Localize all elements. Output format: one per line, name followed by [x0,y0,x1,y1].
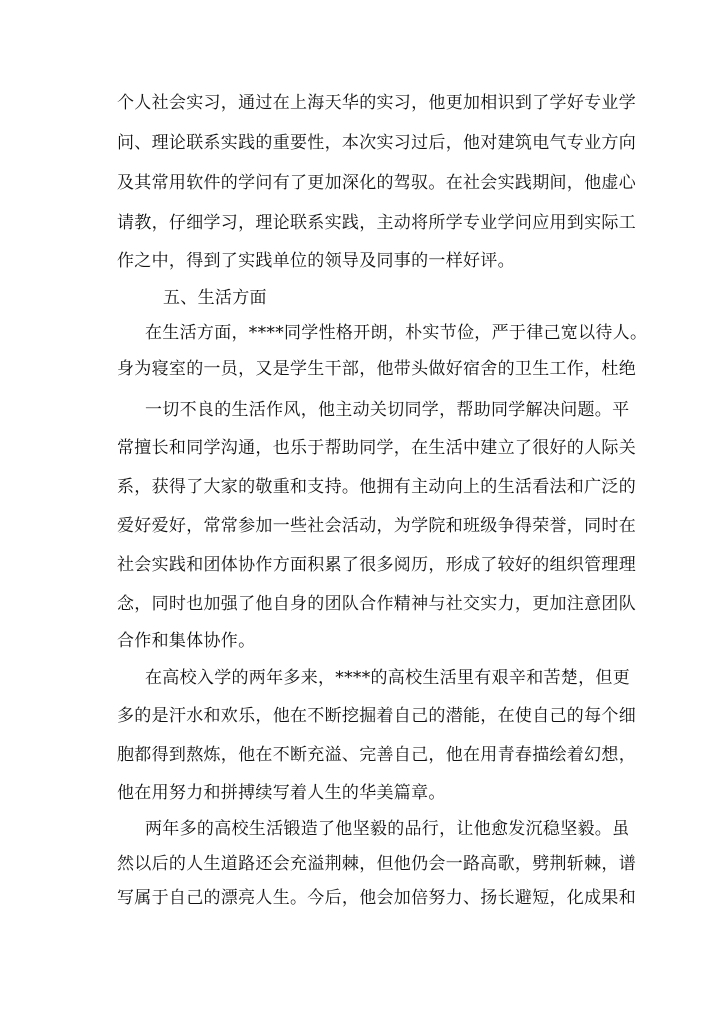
text-line: 一切不良的生活作风，他主动关切同学，帮助同学解决问题。平 [145,400,630,420]
text-line: 社会实践和团体协作方面积累了很多阅历，形成了较好的组织管理理 [117,555,636,575]
text-line: 爱好爱好，常常参加一些社会活动，为学院和班级争得荣誉，同时在 [117,516,636,536]
text-line: 合作和集体协作。 [117,631,256,651]
text-line: 作之中，得到了实践单位的领导及同事的一样好评。 [117,251,515,271]
section-heading: 五、生活方面 [163,288,267,308]
text-line: 常擅长和同学沟通，也乐于帮助同学，在生活中建立了很好的人际关 [117,438,636,458]
text-line: 多的是汗水和欢乐，他在不断挖掘着自己的潜能，在使自己的每个细 [117,706,636,726]
text-line: 身为寝室的一员，又是学生干部，他带头做好宿舍的卫生工作，杜绝 [117,359,636,379]
text-line: 写属于自己的漂亮人生。今后，他会加倍努力、扬长避短，化成果和 [117,888,636,908]
text-line: 在生活方面，****同学性格开朗，朴实节俭，严于律己宽以待人。 [145,323,648,343]
text-line: 问、理论联系实践的重要性，本次实习过后，他对建筑电气专业方向 [117,133,636,153]
text-line: 系，获得了大家的敬重和支持。他拥有主动向上的生活看法和广泛的 [117,477,636,497]
text-line: 念，同时也加强了他自身的团队合作精神与社交实力，更加注意团队 [117,594,636,614]
text-line: 两年多的高校生活锻造了他坚毅的品行，让他愈发沉稳坚毅。虽 [145,819,630,839]
text-line: 他在用努力和拼搏续写着人生的华美篇章。 [117,783,446,803]
text-line: 个人社会实习，通过在上海天华的实习，他更加相识到了学好专业学 [117,93,636,113]
text-line: 在高校入学的两年多来，****的高校生活里有艰辛和苦楚，但更 [145,668,630,688]
text-line: 及其常用软件的学问有了更加深化的驾驭。在社会实践期间，他虚心 [117,173,636,193]
text-line: 请教，仔细学习，理论联系实践，主动将所学专业学问应用到实际工 [117,213,636,233]
text-line: 然以后的人生道路还会充溢荆棘，但他仍会一路高歌，劈荆斩棘，谱 [117,854,636,874]
text-line: 胞都得到熬炼，他在不断充溢、完善自己，他在用青春描绘着幻想， [117,745,636,765]
